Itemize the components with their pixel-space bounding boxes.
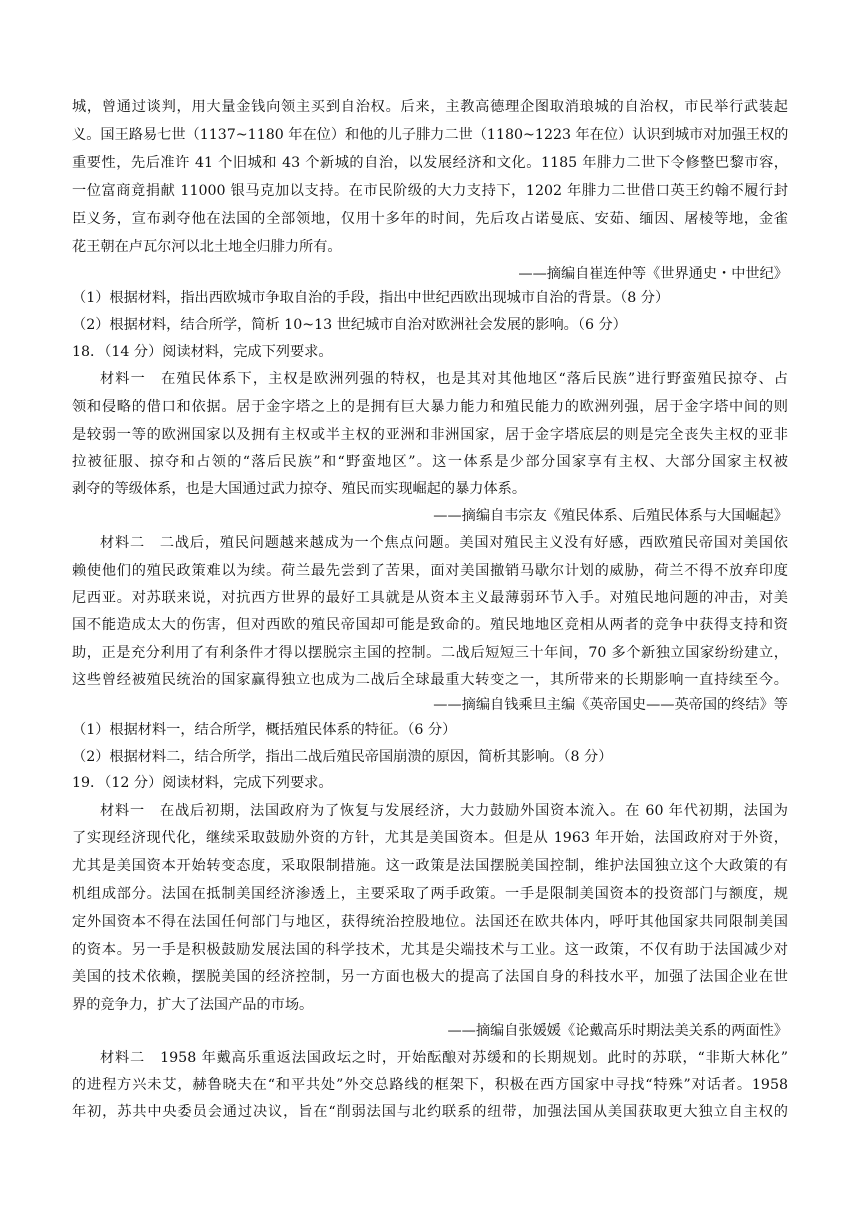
q17-question-1: （1）根据材料，指出西欧城市争取自治的手段，指出中世纪西欧出现城市自治的背景。（8 分） [72,290,670,306]
q18-question-2: （2）根据材料二，结合所学，指出二战后殖民帝国崩溃的原因，简析其影响。（8 分） [72,749,613,765]
q19-material2-line: 的进程方兴未艾，赫鲁晓夫在“和平共处”外交总路线的框架下，积极在西方国家中寻找“特殊”对话者。1958 [72,1077,788,1093]
q18-material1-line: 剥夺的等级体系，也是大国通过武力掠夺、殖民而实现崛起的暴力体系。 [72,481,527,497]
q18-material2-source: ——摘编自钱乘旦主编《英帝国史——英帝国的终结》等 [433,697,788,713]
q18-material2-line: 材料二 二战后，殖民问题越来越成为一个焦点问题。美国对殖民主义没有好感，西欧殖民帝国对美国依 [100,535,788,551]
q18-material2-line: 助，正是充分利用了有利条件才得以摆脱宗主国的控制。二战后短短三十年间，70 多个新独立国家纷纷建立， [72,645,788,661]
q18-question-1: （1）根据材料一，结合所学，概括殖民体系的特征。（6 分） [72,722,457,738]
q19-material1-line: 了实现经济现代化，继续采取鼓励外资的方针，尤其是美国资本。但是从 1963 年开始，法国政府对于外资， [72,830,788,846]
q19-material1-source: ——摘编自张媛媛《论戴高乐时期法美关系的两面性》 [447,1023,788,1039]
q19-material1-line: 界的竞争力，扩大了法国产品的市场。 [72,997,314,1013]
q19-material1-line: 的资本。另一手是积极鼓励发展法国的科学技术，尤其是尖端技术与工业。这一政策，不仅有助于法国减少对 [72,942,788,958]
q18-material1-line: 材料一 在殖民体系下，主权是欧洲列强的特权，也是其对其他地区“落后民族”进行野蛮殖民掠夺、占 [100,371,788,387]
q18-material1-line: 是较弱一等的欧洲国家以及拥有主权或半主权的亚洲和非洲国家，居于金字塔底层的则是完全丧失主权的亚非 [72,427,788,443]
q18-material2-line: 这些曾经被殖民统治的国家赢得独立也成为二战后全球最重大转变之一，其所带来的长期影响一直持续至今。 [72,672,788,688]
q17-text-line: 城，曾通过谈判，用大量金钱向领主买到自治权。后来，主教高德理企图取消琅城的自治权，市民举行武装起 [72,99,788,115]
q17-text-line: 一位富商竟捐献 11000 银马克加以支持。在市民阶级的大力支持下，1202 年腓力二世借口英王约翰不履行封 [72,183,788,199]
q19-heading: 19．（12 分）阅读材料，完成下列要求。 [72,775,333,791]
q17-text-line: 重要性，先后准许 41 个旧城和 43 个新城的自治，以发展经济和文化。1185 年腓力二世下令修整巴黎市容， [72,155,788,171]
q17-question-2: （2）根据材料，结合所学，简析 10~13 世纪城市自治对欧洲社会发展的影响。（6 分） [72,317,627,333]
q18-material1-source: ——摘编自韦宗友《殖民体系、后殖民体系与大国崛起》 [433,508,788,524]
q19-material2-line: 年初，苏共中央委员会通过决议，旨在“削弱法国与北约联系的纽带，加强法国从美国获取更大独立自主权的 [72,1104,788,1120]
q18-material2-line: 国不能造成太大的伤害，但对西欧的殖民帝国却可能是致命的。殖民地地区竞相从两者的竞争中获得支持和资 [72,617,788,633]
q19-material1-line: 材料一 在战后初期，法国政府为了恢复与发展经济，大力鼓励外国资本流入。在 60 年代初期，法国为 [100,803,788,819]
q17-source: ——摘编自崔连仲等《世界通史・中世纪》 [518,266,788,282]
q18-material2-line: 赖使他们的殖民政策难以为续。荷兰最先尝到了苦果，面对美国撤销马歇尔计划的威胁，荷兰不得不放弃印度 [72,563,788,579]
q18-heading: 18．（14 分）阅读材料，完成下列要求。 [72,344,333,360]
q19-material2-line: 材料二 1958 年戴高乐重返法国政坛之时，开始酝酿对苏缓和的长期规划。此时的苏联，“非斯大林化” [100,1050,788,1066]
q17-text-line: 臣义务，宣布剥夺他在法国的全部领地，仅用十多年的时间，先后攻占诺曼底、安茹、缅因、屠棱等地，金雀 [72,211,788,227]
q17-text-line: 义。国王路易七世（1137~1180 年在位）和他的儿子腓力二世（1180~1223 年在位）认识到城市对加强王权的 [72,127,788,143]
q18-material2-line: 尼西亚。对苏联来说，对抗西方世界的最好工具就是从资本主义最薄弱环节入手。对殖民地问题的冲击，对美 [72,590,788,606]
q19-material1-line: 定外国资本不得在法国任何部门与地区，获得统治控股地位。法国还在欧共体内，呼吁其他国家共同限制美国 [72,914,788,930]
q19-material1-line: 尤其是美国资本开始转变态度，采取限制措施。这一政策是法国摆脱美国控制，维护法国独立这个大政策的有 [72,858,788,874]
q19-material1-line: 美国的技术依赖，摆脱美国的经济控制，另一方面也极大的提高了法国自身的科技水平，加强了法国企业在世 [72,969,788,985]
q18-material1-line: 领和侵略的借口和依据。居于金字塔之上的是拥有巨大暴力能力和殖民能力的欧洲列强，居于金字塔中间的则 [72,399,788,415]
q18-material1-line: 拉被征服、掠夺和占领的“落后民族”和“野蛮地区”。这一体系是少部分国家享有主权、大部分国家主权被 [72,454,788,470]
q17-text-line: 花王朝在卢瓦尔河以北土地全归腓力所有。 [72,239,342,255]
q19-material1-line: 机组成部分。法国在抵制美国经济渗透上，主要采取了两手政策。一手是限制美国资本的投资部门与额度，规 [72,886,788,902]
